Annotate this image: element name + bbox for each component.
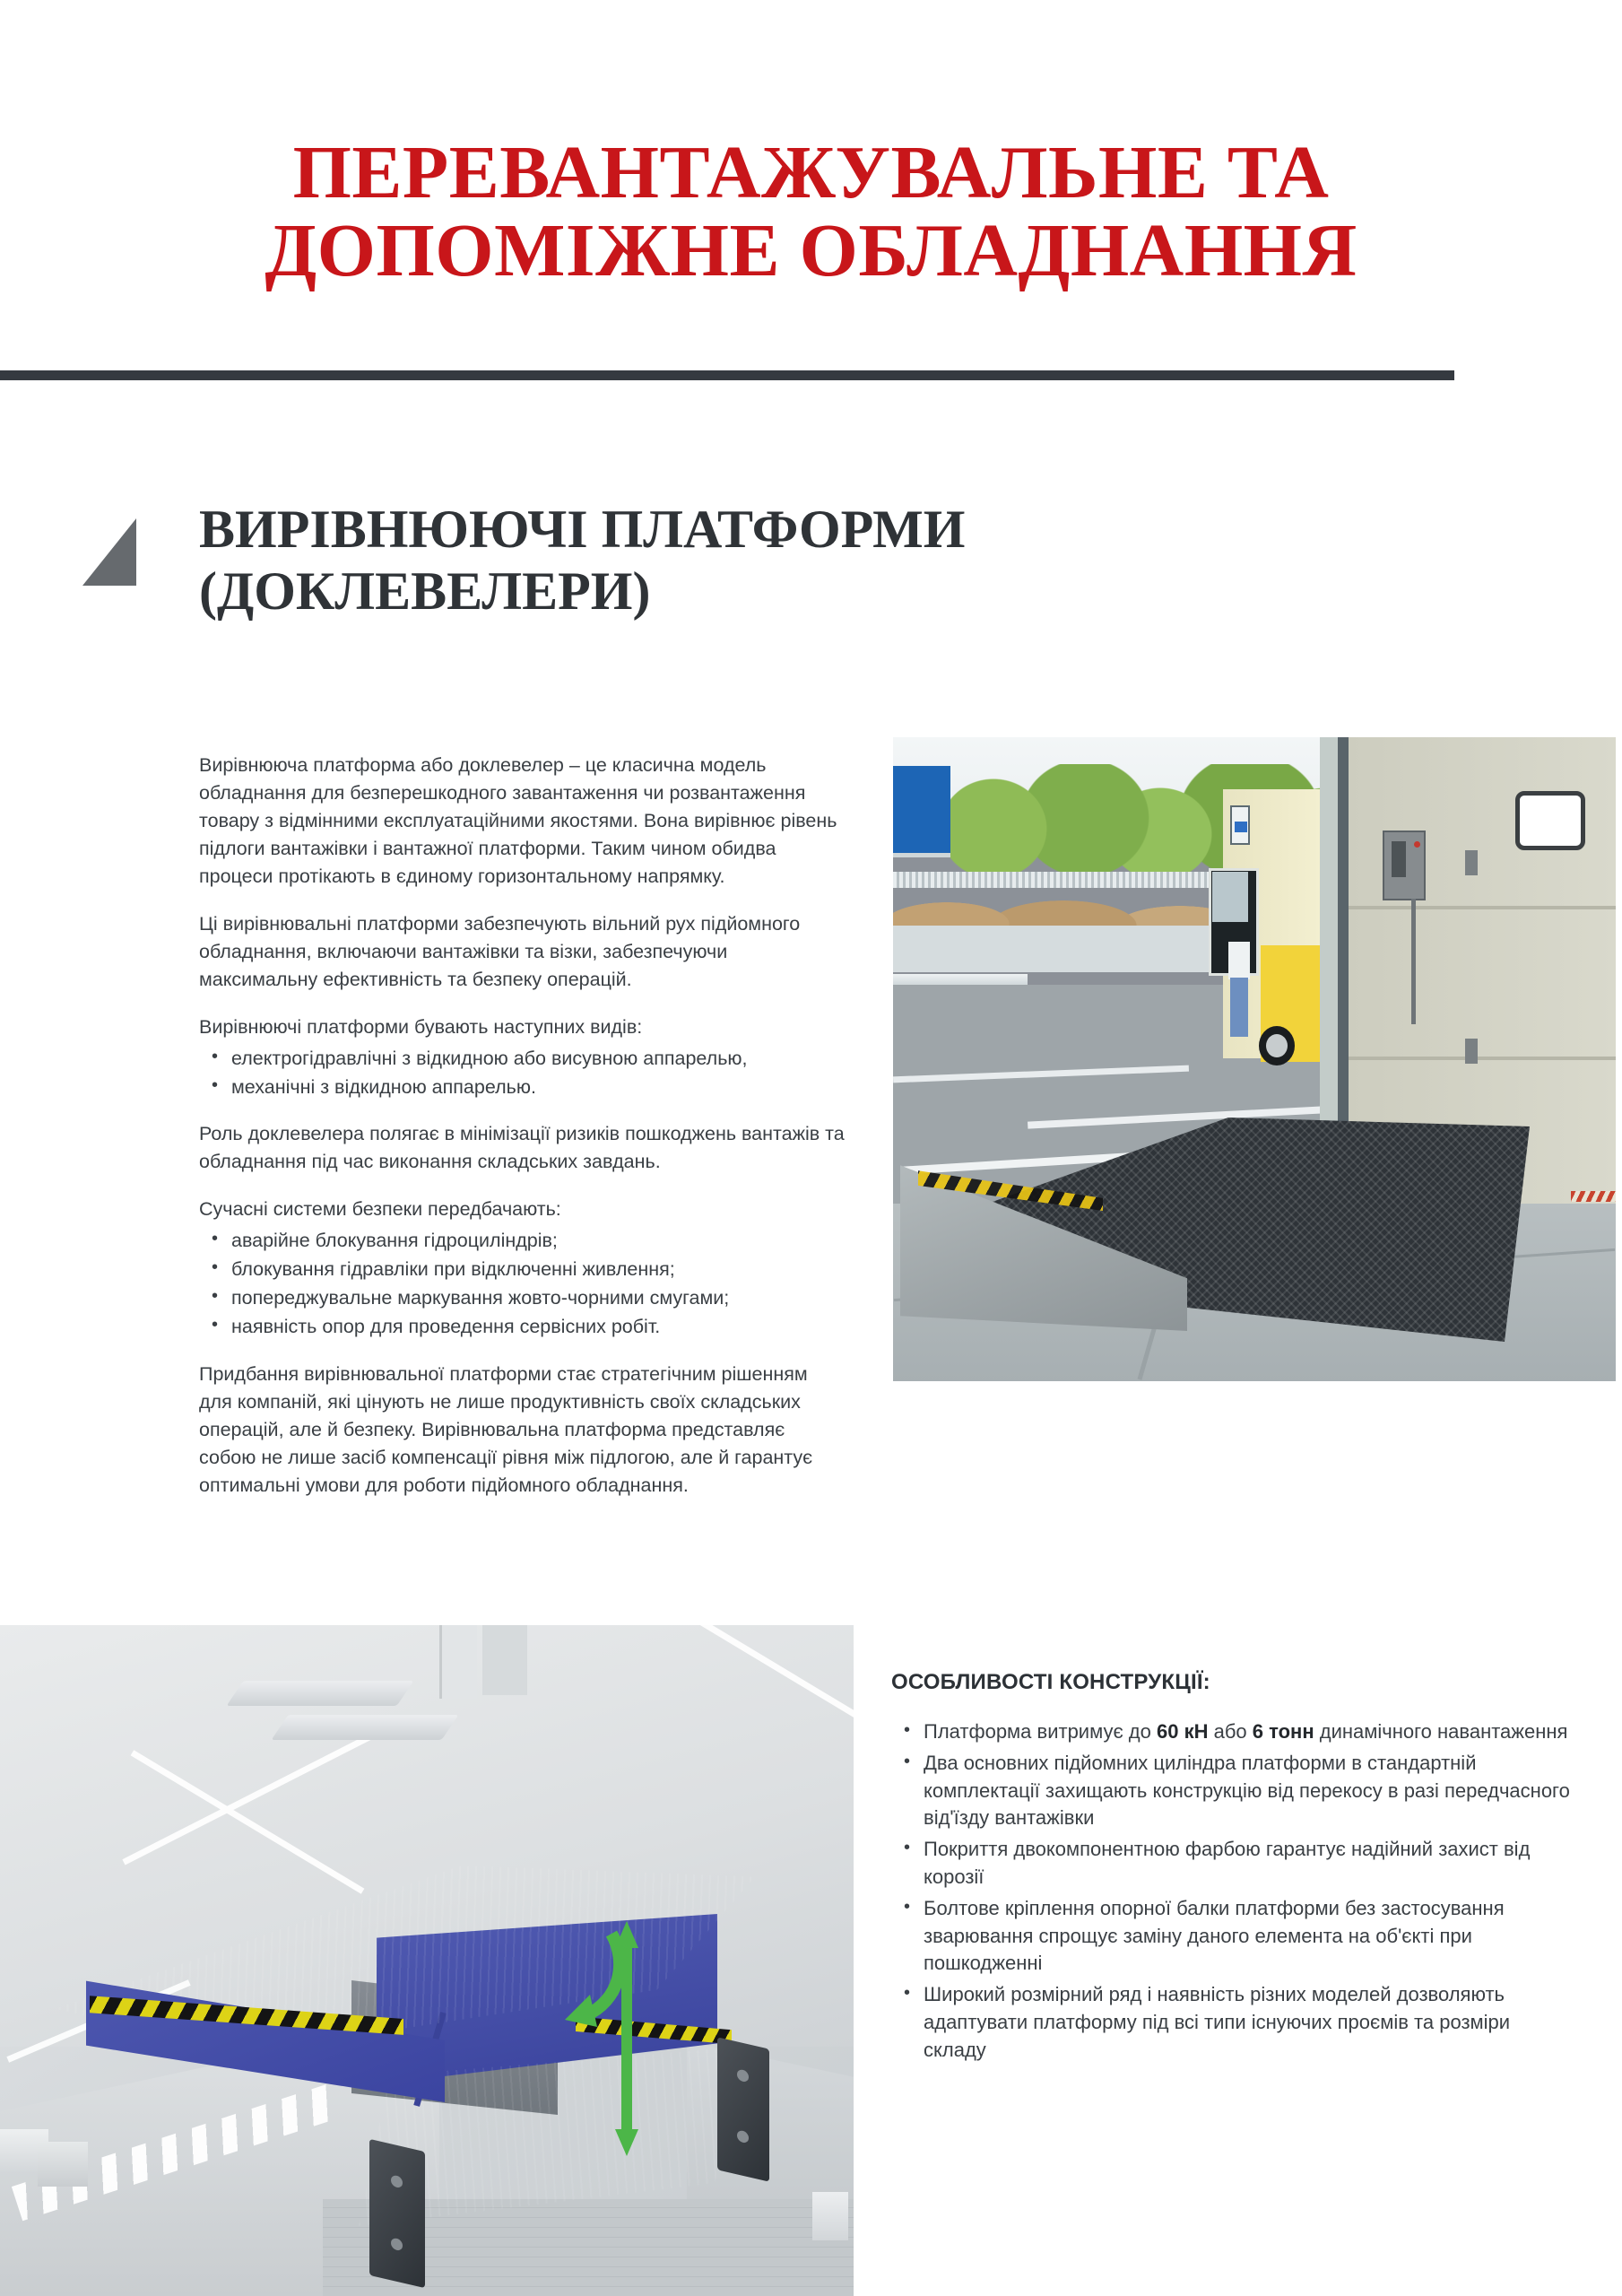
list-item: • попереджувальне маркування жовто-чорними смугами; — [199, 1284, 845, 1312]
features-heading: ОСОБЛИВОСТІ КОНСТРУКЦІЇ: — [891, 1670, 1210, 1694]
photo-driver-torso — [1228, 942, 1250, 979]
photo-door-panel-seam — [1349, 906, 1616, 909]
section-title-line-1: ВИРІВНЮЮЧІ ПЛАТФОРМИ — [199, 500, 966, 559]
feature-text-post: динамічного навантаження — [1314, 1720, 1568, 1743]
paragraph-1: Вирівнююча платформа або доклевелер – це класична модель обладнання для безперешкодного завантаження чи розвантаження товару з відмінними експлуатаційними якостями. Вона вирівнює рівень підлоги вантажівки і вантажної платформи. Таким чином обидва процеси протікають в єдиному горизонтальному напрямку. — [199, 754, 837, 887]
triangle-marker-icon — [82, 518, 136, 586]
list-item: • аварійне блокування гідроциліндрів; — [199, 1227, 845, 1255]
render-dock-bumper — [369, 2139, 425, 2288]
render-forklift-mast — [439, 1625, 477, 1699]
render-ground-block — [38, 2142, 88, 2187]
lip-rotation-arrow-icon — [534, 1926, 633, 2036]
paragraph-3: Роль доклевелера полягає в мінімізації ризиків пошкоджень вантажів та обладнання під час виконання складських завдань. — [199, 1123, 845, 1173]
photo-door-hinge — [1465, 1039, 1478, 1064]
features-list — [891, 1718, 1573, 2065]
page-header — [0, 0, 1622, 290]
photo-conduit — [1411, 899, 1416, 1024]
list-item: • Широкий розмірний ряд і наявність різних моделей дозволяють адаптувати платформу під всі типи існуючих проємів та розміри складу — [891, 1981, 1573, 2064]
photo-hazard-marking — [1571, 1191, 1616, 1202]
paragraph-2: Ці вирівнювальні платформи забезпечують вільний рух підйомного обладнання, включаючи вантажівки та візки, забезпечуючи максимальну ефективність та безпеку операцій. — [199, 912, 801, 990]
photo-blue-trailer — [893, 766, 950, 857]
render-ground-block — [812, 2192, 848, 2240]
photo-driver-legs — [1230, 978, 1248, 1037]
types-intro: Вирівнюючі платформи бувають наступних видів: — [199, 1015, 643, 1038]
safety-intro: Сучасні системи безпеки передбачають: — [199, 1198, 561, 1221]
section-title-line-2: (ДОКЛЕВЕЛЕРИ) — [199, 561, 651, 621]
feature-text-mid: або — [1208, 1720, 1253, 1743]
dock-leveler-photo — [893, 737, 1616, 1381]
page-title-line-2: ДОПОМІЖНЕ ОБЛАДНАННЯ — [265, 208, 1357, 292]
feature-value-load-tonnes: 6 тонн — [1252, 1720, 1314, 1743]
render-dock-bumper — [717, 2037, 769, 2181]
photo-door-panel-seam — [1349, 1057, 1616, 1060]
feature-text-pre: Платформа витримує до — [924, 1720, 1157, 1743]
photo-control-box — [1383, 831, 1426, 900]
list-item: • блокування гідравліки при відключенні живлення; — [199, 1256, 845, 1283]
page-title — [0, 131, 1622, 292]
list-item — [891, 1718, 1573, 1746]
safety-list — [199, 1227, 845, 1341]
photo-truck-window — [1212, 872, 1248, 922]
list-item: • Два основних підйомних циліндра платформи в стандартній комплектації захищають конструкцію від перекосу в разі передчасного від'їзду вантажівки — [891, 1750, 1573, 1832]
render-forklift-fork — [227, 1681, 414, 1706]
photo-door-window — [1515, 791, 1585, 850]
dock-leveler-3d-render — [0, 1625, 854, 2296]
photo-road-sign — [1230, 805, 1250, 845]
list-item: • Покриття двокомпонентною фарбою гарантує надійний захист від корозії — [891, 1836, 1573, 1892]
photo-truck-wheel-hub — [1266, 1034, 1288, 1057]
feature-value-load-kn: 60 кН — [1157, 1720, 1209, 1743]
list-item: • Болтове кріплення опорної балки платформи без застосування зварювання спрощує заміну даного елемента на об'єкті при пошкодженні — [891, 1895, 1573, 1978]
section-title — [199, 499, 1275, 622]
list-item: • електрогідравлічні з відкидною або висувною аппарелью, — [199, 1045, 845, 1073]
construction-features-block — [891, 1670, 1573, 2068]
render-forklift-mast — [482, 1625, 527, 1695]
render-forklift-fork — [272, 1715, 459, 1740]
paragraph-4: Придбання вирівнювальної платформи стає стратегічним рішенням для компаній, які цінують не лише продуктивність своїх складських операцій, але й безпеку. Вирівнювальна платформа представляє собою не лише засіб компенсації рівня між підлогою, але й гарантує оптимальні умови для роботи підйомного обладнання. — [199, 1363, 813, 1496]
list-item: • наявність опор для проведення сервісних робіт. — [199, 1313, 845, 1341]
list-item: • механічні з відкидною аппарелью. — [199, 1074, 845, 1101]
page-title-line-1: ПЕРЕВАНТАЖУВАЛЬНЕ ТА — [292, 131, 1330, 214]
body-text-column — [199, 752, 845, 1519]
types-list — [199, 1045, 845, 1101]
header-divider-rule — [0, 370, 1454, 380]
photo-door-hinge — [1465, 850, 1478, 875]
